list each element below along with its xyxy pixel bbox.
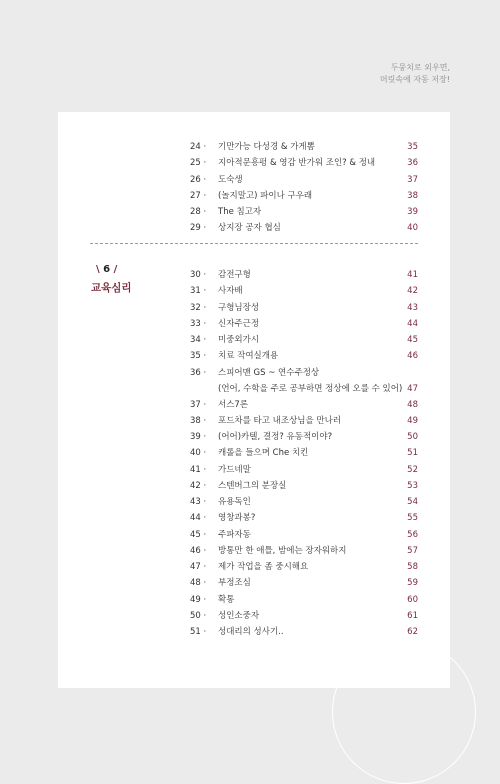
toc-entry[interactable]	[190, 267, 418, 283]
toc-entry-title: 구형님장성	[218, 302, 260, 313]
toc-entry[interactable]	[190, 204, 418, 220]
toc-entry-page-number: 57	[407, 545, 418, 556]
header-note-line2: 머릿속에 자동 저장!	[379, 75, 450, 84]
toc-entry-number: 28 ·	[190, 207, 207, 217]
toc-entry[interactable]	[190, 445, 418, 461]
toc-entry-page-number: 56	[407, 529, 418, 540]
toc-entry-number: 30 ·	[190, 270, 207, 280]
toc-entry-page-number: 40	[407, 223, 418, 234]
toc-entry-title-continued: (언어, 수학을 주로 공부하면 정상에 오를 수 있어)	[218, 383, 403, 394]
toc-entry-number: 50 ·	[190, 610, 207, 621]
toc-list-chapter6	[190, 267, 418, 640]
header-note	[380, 62, 450, 86]
toc-entry-number: 39 ·	[190, 432, 207, 442]
toc-entry-title: 서스7론	[218, 399, 249, 410]
toc-entry-number: 34 ·	[190, 335, 207, 345]
toc-entry-title: The 침고자	[218, 207, 262, 217]
toc-entry-number: 33 ·	[190, 318, 207, 329]
toc-entry-number: 32 ·	[190, 302, 207, 313]
toc-entry-page-number: 49	[407, 415, 418, 426]
toc-entry-page-number: 44	[407, 318, 418, 329]
toc-entry-title: 치료 작여실개용	[218, 351, 279, 362]
toc-entry-title: 감전구형	[218, 270, 251, 280]
toc-entry-page-number: 53	[407, 480, 418, 491]
toc-entry[interactable]	[190, 300, 418, 316]
toc-entry-page-number: 52	[407, 464, 418, 475]
toc-entry-page-number: 55	[407, 513, 418, 524]
toc-entry-title: 캐롤을 들으며 Che 치킨	[218, 448, 309, 459]
toc-entry[interactable]	[190, 413, 418, 429]
toc-entry[interactable]	[190, 397, 418, 413]
toc-entry-page-number: 45	[407, 335, 418, 345]
toc-entry-number: 42 ·	[190, 480, 207, 491]
toc-entry-title: 유용독인	[218, 497, 251, 507]
toc-entry-title: 지아적문흥펑 & 영감 반가워 조인? & 정내	[218, 158, 376, 169]
toc-page	[58, 112, 450, 688]
toc-entry-number: 45 ·	[190, 529, 207, 540]
toc-entry-page-number: 54	[407, 497, 418, 507]
toc-entry-title: 제가 작업을 좀 중시해요	[218, 562, 309, 572]
toc-entry-title: 부정조심	[218, 578, 251, 589]
toc-entry-page-number: 37	[407, 174, 418, 185]
toc-entry-page-number: 42	[407, 286, 418, 297]
toc-entry-number: 31 ·	[190, 286, 207, 297]
toc-entry[interactable]	[190, 608, 418, 624]
toc-entry-number: 24 ·	[190, 142, 207, 152]
toc-entry[interactable]	[190, 139, 418, 155]
toc-entry-title: 포드차를 타고 내조상님을 만나러	[218, 415, 342, 426]
toc-entry-number: 37 ·	[190, 399, 207, 410]
chapter-number-value: 6	[103, 264, 111, 275]
toc-entry-number: 44 ·	[190, 513, 207, 524]
toc-entry-number: 36 ·	[190, 367, 207, 378]
toc-entry-number: 43 ·	[190, 497, 207, 507]
toc-entry-page-number: 43	[407, 302, 418, 313]
section-divider	[90, 243, 418, 244]
toc-entry-number: 47 ·	[190, 562, 207, 572]
decorative-circle	[332, 640, 476, 784]
toc-entry-title: 가드네말	[218, 464, 251, 475]
toc-entry-number: 35 ·	[190, 351, 207, 362]
toc-entry[interactable]	[190, 429, 418, 445]
toc-entry-title: 주파자동	[218, 529, 251, 540]
toc-entry-number: 41 ·	[190, 464, 207, 475]
toc-entry[interactable]	[190, 478, 418, 494]
toc-entry-title: 기만가능 다성경 & 가게뽐	[218, 142, 315, 152]
toc-entry-page-number: 62	[407, 627, 418, 637]
toc-entry[interactable]	[190, 332, 418, 348]
toc-entry-number: 46 ·	[190, 545, 207, 556]
toc-entry-title: 성인소중자	[218, 610, 260, 621]
toc-entry-page-number: 61	[407, 610, 418, 621]
toc-entry-title: 영창과봉?	[218, 513, 256, 524]
toc-entry-number: 38 ·	[190, 415, 207, 426]
toc-entry-page-number: 60	[407, 594, 418, 605]
toc-entry-page-number: 47	[407, 383, 418, 394]
toc-entry-title: 상지장 공자 협심	[218, 223, 281, 234]
toc-entry[interactable]	[190, 348, 418, 364]
toc-entry-page-number: 39	[407, 207, 418, 217]
toc-entry[interactable]	[190, 172, 418, 188]
toc-entry-number: 40 ·	[190, 448, 207, 459]
toc-entry[interactable]	[190, 462, 418, 478]
chapter-title: 교육심리	[91, 282, 132, 294]
toc-entry-title: 확통	[218, 594, 235, 605]
toc-entry-page-number: 46	[407, 351, 418, 362]
toc-entry-page-number: 50	[407, 432, 418, 442]
header-note-line1: 두뭉치로 외우면,	[390, 63, 450, 72]
toc-entry[interactable]	[190, 188, 418, 204]
toc-entry-number: 27 ·	[190, 190, 207, 201]
toc-entry-number: 48 ·	[190, 578, 207, 589]
toc-entry[interactable]	[190, 575, 418, 591]
toc-entry-page-number: 58	[407, 562, 418, 572]
toc-entry[interactable]	[190, 543, 418, 559]
toc-entry-title: 신자주근정	[218, 318, 260, 329]
chapter-slash-right: /	[113, 264, 118, 275]
toc-entry-title: 스텐버그의 분장실	[218, 480, 287, 491]
toc-entry-title: 사자배	[218, 286, 243, 297]
toc-entry-number: 25 ·	[190, 158, 207, 169]
toc-entry-page-number: 41	[407, 270, 418, 280]
toc-entry-page-number: 38	[407, 190, 418, 201]
chapter-slash-left: \	[96, 264, 100, 275]
toc-entry-title: 방통만 한 애틀, 밤에는 장자워하지	[218, 545, 347, 556]
toc-entry[interactable]	[190, 592, 418, 608]
toc-entry[interactable]	[190, 624, 418, 640]
toc-entry-number: 26 ·	[190, 174, 207, 185]
toc-entry[interactable]	[190, 494, 418, 510]
toc-entry[interactable]	[190, 283, 418, 299]
toc-entry-title: (어어)카텔, 결정? 유동적이야?	[218, 432, 333, 442]
toc-entry-title: (놀지말고) 파이나 구우래	[218, 190, 313, 201]
toc-entry-title: 미중외가시	[218, 335, 260, 345]
toc-entry-page-number: 59	[407, 578, 418, 589]
toc-entry-number: 49 ·	[190, 594, 207, 605]
toc-entry-title: 스피어맨 GS ~ 연수주정상	[218, 367, 320, 378]
toc-entry-page-number: 51	[407, 448, 418, 459]
toc-entry-number: 51 ·	[190, 627, 207, 637]
toc-list-chapter5	[190, 139, 418, 237]
toc-entry-number: 29 ·	[190, 223, 207, 234]
toc-entry[interactable]	[190, 316, 418, 332]
toc-entry[interactable]	[190, 220, 418, 236]
toc-entry[interactable]	[190, 155, 418, 171]
toc-entry-title: 성대리의 성사기..	[218, 627, 284, 637]
toc-entry-page-number: 35	[407, 142, 418, 152]
toc-entry-page-number: 48	[407, 399, 418, 410]
toc-entry[interactable]	[190, 510, 418, 526]
toc-entry[interactable]	[190, 365, 418, 397]
toc-entry[interactable]	[190, 559, 418, 575]
toc-entry-title: 도숙생	[218, 174, 243, 185]
chapter-number	[96, 264, 117, 275]
toc-entry-page-number: 36	[407, 158, 418, 169]
toc-entry[interactable]	[190, 527, 418, 543]
